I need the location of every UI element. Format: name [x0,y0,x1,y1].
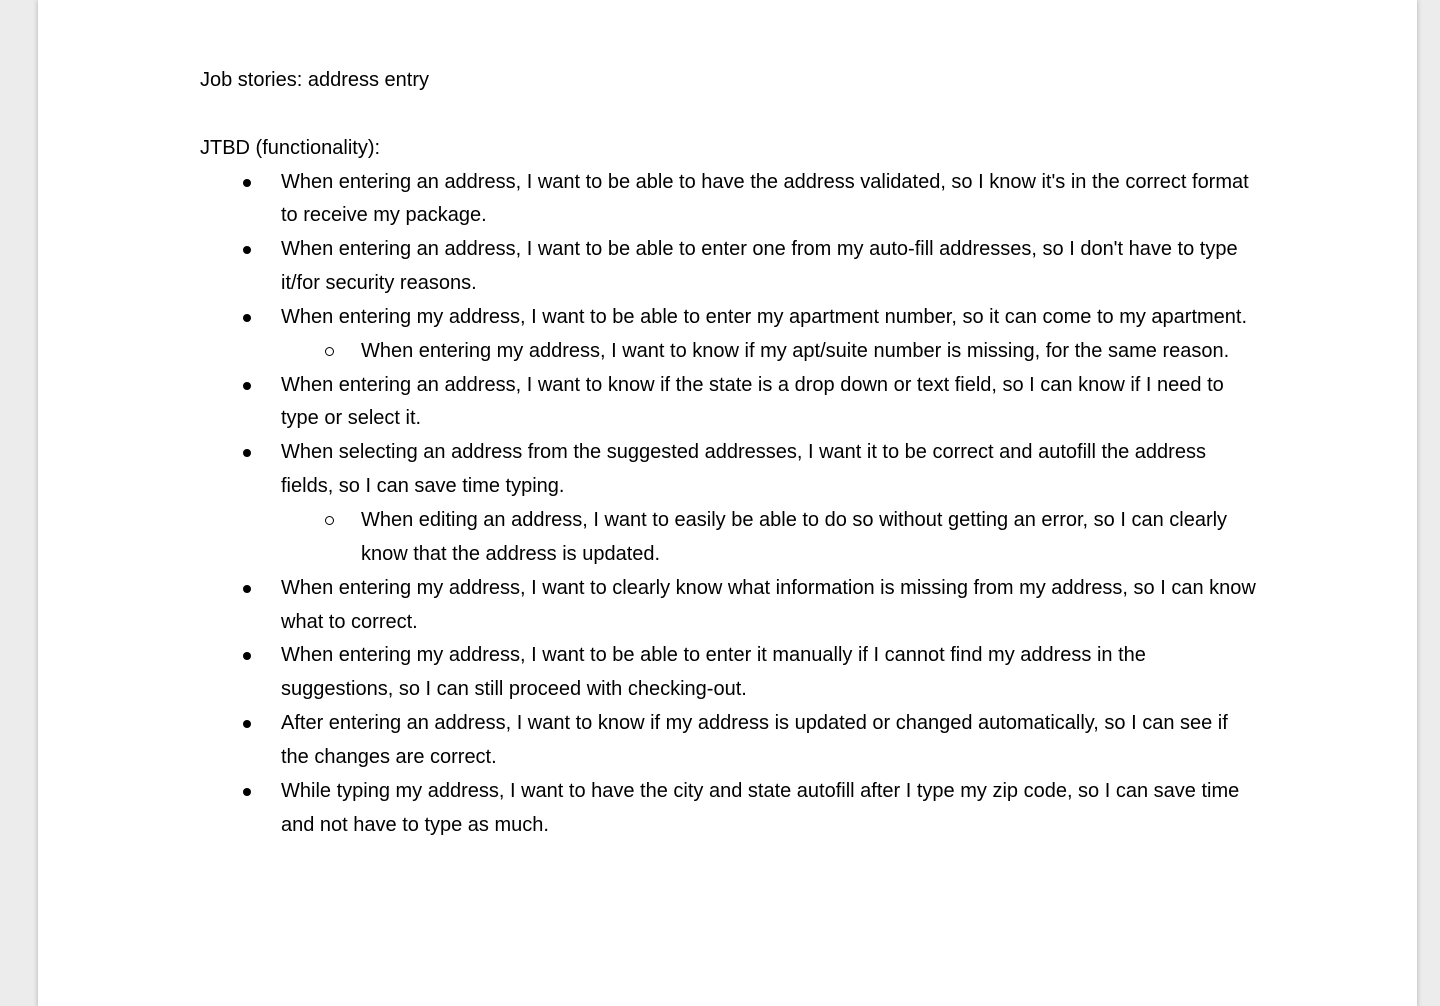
list-item [200,233,1256,301]
list-item-text: When entering my address, I want to clearly know what information is missing from my address, so I can know what to correct. [281,576,1256,633]
list-item-text: After entering an address, I want to know if my address is updated or changed automatically, so I can see if the changes are correct. [281,712,1228,768]
list-item [200,707,1256,775]
bullet-disc-icon [243,720,251,728]
list-item [200,166,1256,234]
section-heading: JTBD (functionality): [200,136,381,159]
bullet-circle-icon [325,516,334,525]
bullet-list [200,166,1256,843]
bullet-disc-icon [243,585,251,593]
list-item-text: When editing an address, I want to easily be able to do so without getting an error, so I can clearly know that the address is updated. [361,508,1228,565]
list-item [200,436,1256,504]
doc-title-line: Job stories: address entry [200,69,429,91]
document-content [38,0,1417,842]
list-item-text: When entering my address, I want to be able to enter it manually if I cannot find my address in the suggestions, so I can still proceed with checking-out. [281,644,1146,701]
list-item [200,369,1256,437]
blank-line [200,98,1256,132]
list-item-text: When entering my address, I want to be able to enter my apartment number, so it can come to my apartment. [281,305,1248,328]
list-item [200,775,1256,843]
list-item-text: When entering an address, I want to be able to enter one from my auto-fill addresses, so I don't have to type it/for security reasons. [281,238,1238,295]
list-sub-item [200,504,1256,572]
list-item [200,572,1256,640]
bullet-disc-icon [243,314,251,322]
list-item-text: While typing my address, I want to have the city and state autofill after I type my zip code, so I can save time and not have to type as much. [281,779,1240,836]
list-item-text: When selecting an address from the suggested addresses, I want it to be correct and autofill the address fields, so I can save time typing. [281,441,1206,498]
list-item-text: When entering an address, I want to be able to have the address validated, so I know it's in the correct format to receive my package. [281,170,1249,227]
list-item-text: When entering my address, I want to know if my apt/suite number is missing, for the same reason. [361,339,1230,362]
list-item [200,639,1256,707]
bullet-disc-icon [243,788,251,796]
list-item [200,301,1256,335]
list-item-text: When entering an address, I want to know if the state is a drop down or text field, so I can know if I need to type or select it. [281,373,1224,430]
list-sub-item [200,335,1256,369]
bullet-disc-icon [243,652,251,660]
bullet-disc-icon [243,449,251,457]
bullet-disc-icon [243,179,251,187]
bullet-disc-icon [243,382,251,390]
bullet-circle-icon [325,347,334,356]
document-page[interactable] [38,0,1417,1006]
bullet-disc-icon [243,246,251,254]
